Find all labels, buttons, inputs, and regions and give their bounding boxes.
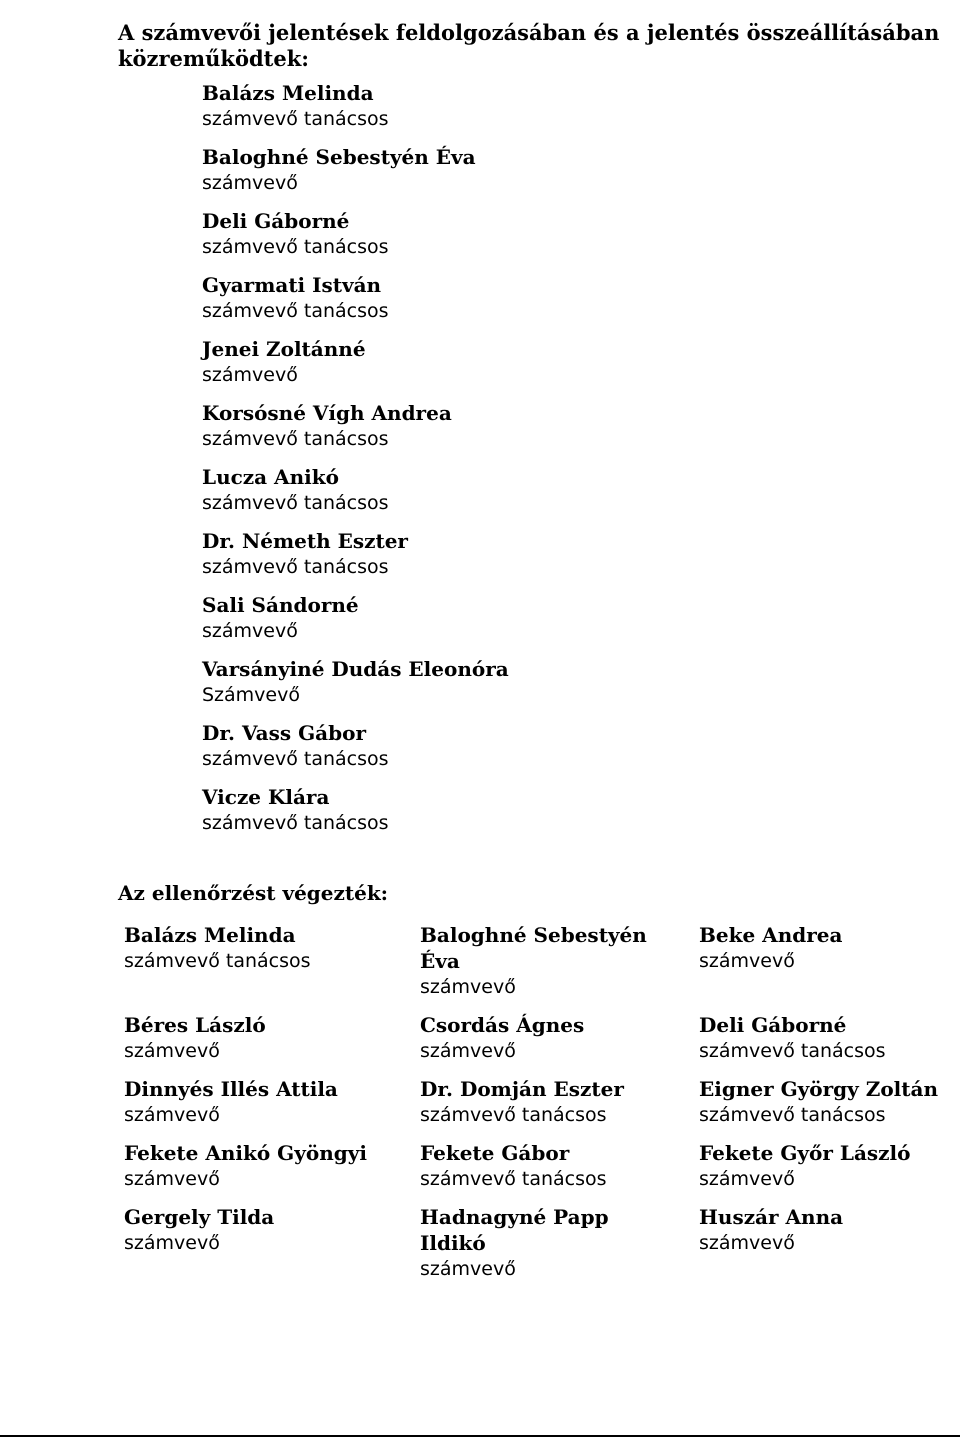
person-role: számvevő tanácsos bbox=[202, 556, 389, 578]
person-role: számvevő bbox=[202, 364, 298, 386]
person-role: számvevő bbox=[124, 1104, 220, 1126]
auditor-entry bbox=[124, 1012, 420, 1064]
contributor-entry bbox=[202, 592, 509, 644]
person-role: számvevő tanácsos bbox=[699, 1104, 886, 1126]
person-role: számvevő bbox=[420, 1258, 516, 1280]
auditor-entry bbox=[699, 1012, 958, 1064]
person-role: számvevő bbox=[420, 1040, 516, 1062]
person-name: Dr. Domján Eszter bbox=[420, 1077, 624, 1101]
person-name: Deli Gáborné bbox=[699, 1013, 847, 1037]
person-name: Lucza Anikó bbox=[202, 465, 339, 489]
person-name: Gyarmati István bbox=[202, 273, 382, 297]
person-role: Számvevő bbox=[202, 684, 300, 706]
person-role: számvevő bbox=[699, 1232, 795, 1254]
person-role: számvevő bbox=[420, 976, 516, 998]
contributor-entry bbox=[202, 720, 509, 772]
person-name: Varsányiné Dudás Eleonóra bbox=[202, 657, 509, 681]
person-role: számvevő tanácsos bbox=[202, 748, 389, 770]
contributor-entry bbox=[202, 528, 509, 580]
person-role: számvevő tanácsos bbox=[420, 1168, 607, 1190]
person-name: Hadnagyné Papp Ildikó bbox=[420, 1205, 609, 1255]
auditor-entry bbox=[699, 1140, 958, 1192]
contributor-entry bbox=[202, 400, 509, 452]
contributor-entry bbox=[202, 272, 509, 324]
auditor-entry bbox=[420, 1140, 699, 1192]
person-role: számvevő tanácsos bbox=[202, 492, 389, 514]
person-name: Balázs Melinda bbox=[124, 923, 296, 947]
person-name: Huszár Anna bbox=[699, 1205, 844, 1229]
person-name: Dr. Németh Eszter bbox=[202, 529, 408, 553]
person-name: Jenei Zoltánné bbox=[202, 337, 366, 361]
bottom-divider bbox=[0, 1435, 960, 1437]
person-role: számvevő tanácsos bbox=[202, 236, 389, 258]
person-role: számvevő tanácsos bbox=[420, 1104, 607, 1126]
auditor-entry bbox=[420, 1076, 699, 1128]
person-role: számvevő bbox=[124, 1168, 220, 1190]
person-name: Csordás Ágnes bbox=[420, 1013, 585, 1037]
person-name: Eigner György Zoltán bbox=[699, 1077, 939, 1101]
person-name: Balázs Melinda bbox=[202, 81, 374, 105]
person-name: Baloghné Sebestyén Éva bbox=[420, 923, 647, 973]
person-name: Baloghné Sebestyén Éva bbox=[202, 145, 476, 169]
person-role: számvevő bbox=[124, 1040, 220, 1062]
person-role: számvevő bbox=[202, 620, 298, 642]
person-role: számvevő tanácsos bbox=[699, 1040, 886, 1062]
person-name: Fekete Győr László bbox=[699, 1141, 911, 1165]
auditor-entry bbox=[124, 1076, 420, 1128]
page-heading: A számvevői jelentések feldolgozásában és a jelentés összeállításában közreműködtek: bbox=[118, 20, 940, 71]
auditor-entry bbox=[124, 1140, 420, 1192]
person-name: Dinnyés Illés Attila bbox=[124, 1077, 338, 1101]
auditor-entry bbox=[699, 1204, 958, 1282]
contributor-entry bbox=[202, 336, 509, 388]
person-role: számvevő bbox=[699, 950, 795, 972]
auditor-entry bbox=[420, 1012, 699, 1064]
person-name: Deli Gáborné bbox=[202, 209, 350, 233]
contributor-entry bbox=[202, 80, 509, 132]
person-role: számvevő tanácsos bbox=[202, 812, 389, 834]
person-role: számvevő tanácsos bbox=[202, 108, 389, 130]
auditor-entry bbox=[699, 922, 958, 1000]
contributor-entry bbox=[202, 656, 509, 708]
contributor-entry bbox=[202, 784, 509, 836]
person-name: Fekete Anikó Gyöngyi bbox=[124, 1141, 367, 1165]
person-name: Fekete Gábor bbox=[420, 1141, 570, 1165]
auditors-grid bbox=[124, 922, 958, 1294]
person-name: Béres László bbox=[124, 1013, 266, 1037]
person-role: számvevő bbox=[699, 1168, 795, 1190]
contributor-entry bbox=[202, 464, 509, 516]
contributor-entry bbox=[202, 144, 509, 196]
person-name: Dr. Vass Gábor bbox=[202, 721, 366, 745]
auditor-entry bbox=[699, 1076, 958, 1128]
auditor-entry bbox=[420, 1204, 699, 1282]
auditor-entry bbox=[124, 922, 420, 1000]
contributor-entry bbox=[202, 208, 509, 260]
person-role: számvevő bbox=[202, 172, 298, 194]
contributors-list bbox=[202, 80, 509, 848]
person-name: Vicze Klára bbox=[202, 785, 330, 809]
person-name: Korsósné Vígh Andrea bbox=[202, 401, 452, 425]
person-name: Gergely Tilda bbox=[124, 1205, 275, 1229]
person-role: számvevő bbox=[124, 1232, 220, 1254]
person-name: Sali Sándorné bbox=[202, 593, 359, 617]
person-role: számvevő tanácsos bbox=[202, 428, 389, 450]
auditors-heading: Az ellenőrzést végezték: bbox=[118, 881, 389, 905]
person-name: Beke Andrea bbox=[699, 923, 843, 947]
auditor-entry bbox=[420, 922, 699, 1000]
person-role: számvevő tanácsos bbox=[124, 950, 311, 972]
person-role: számvevő tanácsos bbox=[202, 300, 389, 322]
auditor-entry bbox=[124, 1204, 420, 1282]
